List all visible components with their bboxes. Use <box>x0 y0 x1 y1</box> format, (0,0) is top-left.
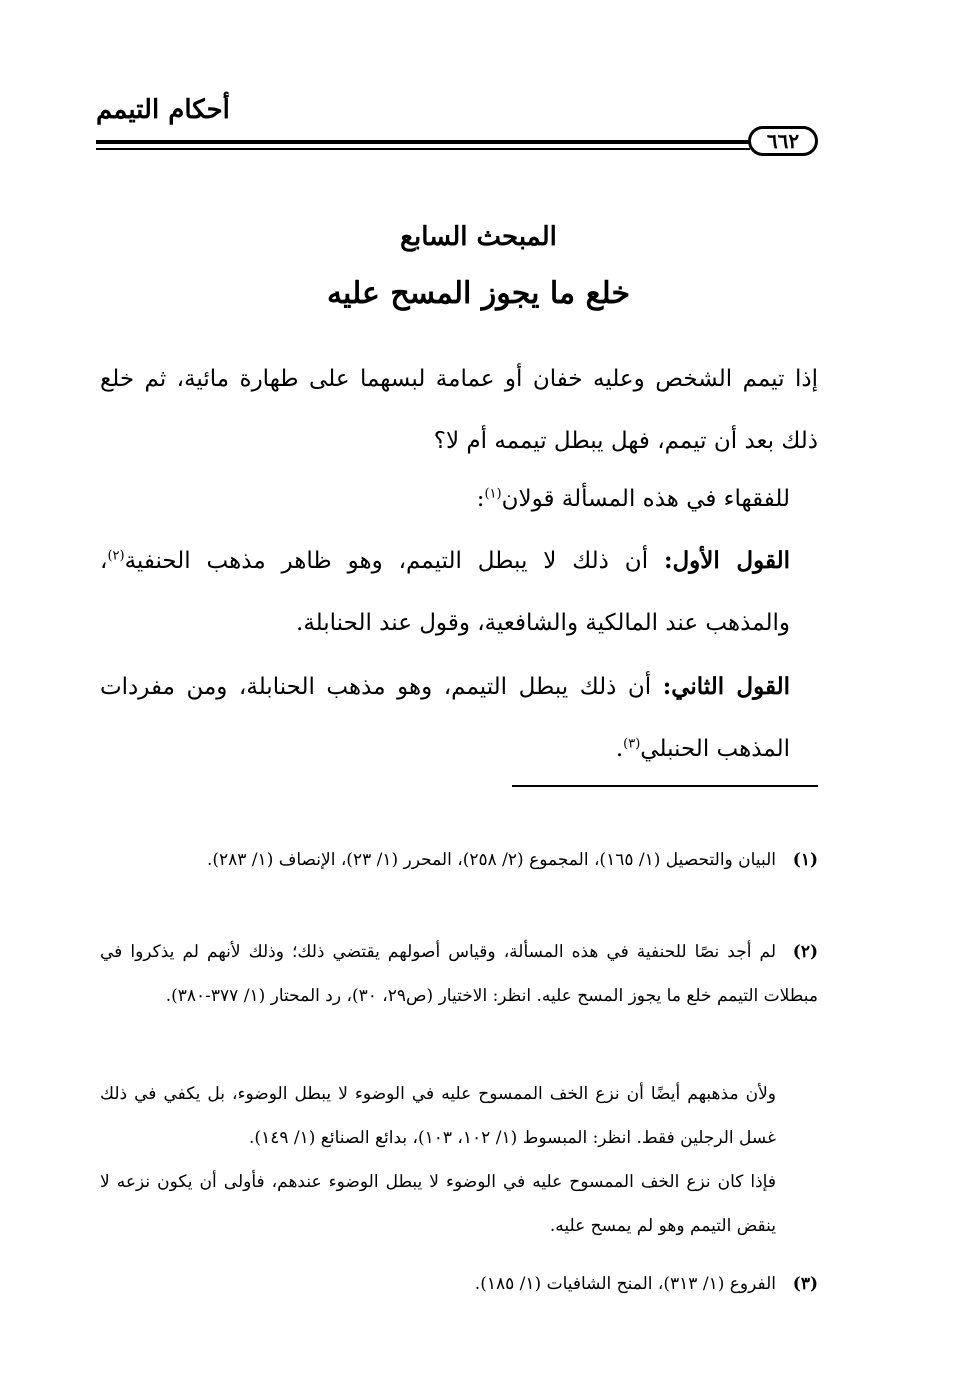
footnote-3-text: الفروع (١/ ٣١٣)، المنح الشافيات (١/ ١٨٥). <box>474 1274 776 1294</box>
second-opinion-text: أن ذلك يبطل التيمم، وهو مذهب الحنابلة، ومن مفردات المذهب الحنبلي <box>100 674 790 762</box>
footnote-2-continuation <box>100 1072 776 1248</box>
footnote-separator <box>512 785 818 787</box>
first-opinion-text-b: ، والمذهب عند المالكية والشافعية، وقول عند الحنابلة. <box>100 548 790 636</box>
page-number-badge <box>748 126 818 156</box>
section-label: المبحث السابع <box>400 222 557 252</box>
footnote-1-number: (١) <box>792 850 818 870</box>
footnote-ref-3: (٣) <box>623 736 641 752</box>
footnote-1-text: البيان والتحصيل (١/ ١٦٥)، المجموع (٢/ ٢٥٨)، المحرر (١/ ٢٣)، الإنصاف (١/ ٢٨٣). <box>206 850 776 870</box>
page-number: ٦٦٢ <box>766 129 800 153</box>
footnote-2-continuation-1: ولأن مذهبهم أيضًا أن نزع الخف الممسوح عليه في الوضوء لا يبطل الوضوء، بل يكفي في ذلك غسل الرجلين فقط. انظر: المبسوط (١/ ١٠٢، ١٠٣)، بدائع الصنائع (١/ ١٤٩). <box>100 1084 776 1148</box>
running-title: أحكام التيمم <box>96 95 230 125</box>
intro-tail: : <box>476 486 485 512</box>
second-opinion-tail: . <box>615 736 624 762</box>
paragraph-question: إذا تيمم الشخص وعليه خفان أو عمامة لبسهما على طهارة مائية، ثم خلع ذلك بعد أن تيمم، فهل يبطل تيممه أم لا؟ <box>100 366 818 454</box>
footnote-2-text: لم أجد نصًا للحنفية في هذه المسألة، وقياس أصولهم يقتضي ذلك؛ وذلك لأنهم لم يذكروا في مبطلات التيمم خلع ما يجوز المسح عليه. انظر: الاختيار (ص٢٩، ٣٠)، رد المحتار (١/ ٣٧٧-٣٨٠). <box>100 942 818 1006</box>
first-opinion-text-a: أن ذلك لا يبطل التيمم، وهو ظاهر مذهب الحنفية <box>124 548 664 574</box>
footnote-3-number: (٣) <box>792 1274 818 1294</box>
footnote-2-continuation-2: فإذا كان نزع الخف الممسوح عليه في الوضوء لا يبطل الوضوء عندهم، فأولى أن يكون نزعه لا ينقض التيمم وهو لم يمسح عليه. <box>100 1172 776 1236</box>
second-opinion-label: القول الثاني: <box>662 673 791 700</box>
footnote-ref-1: (١) <box>484 486 502 502</box>
first-opinion-label: القول الأول: <box>663 547 790 574</box>
footnote-2-number: (٢) <box>792 942 818 962</box>
footnote-3 <box>100 1262 818 1306</box>
footnote-ref-2: (٢) <box>107 548 125 564</box>
footnote-1 <box>100 838 818 882</box>
header-rule-thick <box>96 140 750 144</box>
paragraph-first-opinion <box>100 530 790 654</box>
footnote-2 <box>100 930 818 1018</box>
section-title: خلع ما يجوز المسح عليه <box>326 276 631 311</box>
paragraph-second-opinion <box>100 656 790 780</box>
header-rule-thin <box>96 148 750 150</box>
paragraph-intro <box>100 468 790 530</box>
intro-text: للفقهاء في هذه المسألة قولان <box>501 486 790 512</box>
